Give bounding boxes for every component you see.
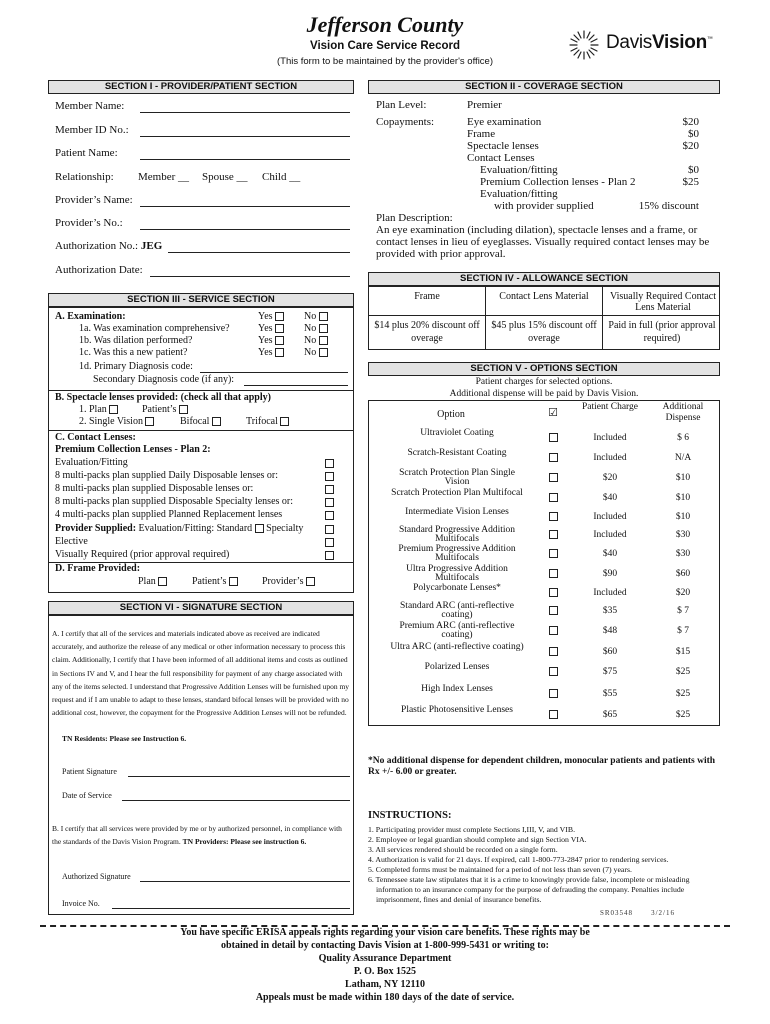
checkbox[interactable] — [549, 569, 558, 578]
checkbox[interactable] — [549, 512, 558, 521]
option-name: Plastic Photosensitive Lenses — [401, 705, 513, 715]
option-row — [369, 526, 721, 546]
section-4-header: SECTION IV - ALLOWANCE SECTION — [368, 272, 720, 286]
option-patient-charge: $48 — [602, 626, 618, 636]
checkbox[interactable] — [306, 577, 315, 586]
patient-signature-label: Patient Signature — [62, 767, 117, 776]
option-additional-dispense: $25 — [675, 689, 691, 699]
certification-a: A. I certify that all of the services and materials indicated above as received are indicated accurately, and authorize the release of any medical or other information necessary to process this claim. Additionally, I certify that I have been informed of all additional items and costs as outlined in Sections IV and V, and I hear the full responsibility for payment of any charge associated with any of the items selected. I understand that Progressive Addition Lenses will be furnished upon my request and if I am unable to adapt to these lenses, standard bifocal lenses will be provided with no additional cost, however, the copayment for the Progressive Addition Lenses will not be refunded. — [52, 629, 350, 718]
option-row — [369, 663, 721, 683]
option-row — [369, 602, 721, 622]
option-row — [369, 685, 721, 705]
checkbox[interactable] — [549, 549, 558, 558]
primary-dx-field[interactable] — [200, 372, 348, 373]
secondary-dx-label: Secondary Diagnosis code (if any): — [93, 374, 235, 385]
option-patient-charge: Included — [593, 433, 627, 443]
option-name: Polarized Lenses — [424, 662, 490, 672]
allowance-header-vr: Visually Required Contact Lens Material — [609, 291, 717, 313]
copayments-label: Copayments: — [376, 116, 435, 128]
checkbox[interactable] — [275, 336, 284, 345]
provider-no-label: Provider’s No.: — [55, 217, 123, 229]
provider-name-label: Provider’s Name: — [55, 194, 133, 206]
copay-row: with provider supplied 15% discount — [494, 200, 699, 212]
allowance-header-frame: Frame — [414, 291, 440, 302]
option-name: Ultra Progressive Addition Multifocals — [406, 564, 508, 583]
instruction-item: 1. Participating provider must complete Sections I,III, V, and VIB. — [368, 825, 576, 834]
yes-label: Yes — [258, 311, 273, 322]
option-additional-dispense: N/A — [674, 453, 692, 463]
form-title: Jefferson County — [306, 12, 464, 37]
checkbox[interactable] — [549, 667, 558, 676]
member-name-field[interactable] — [140, 112, 350, 113]
copay-row: Contact Lenses — [467, 152, 535, 164]
auth-no-field[interactable] — [168, 252, 350, 253]
option-patient-charge: $55 — [602, 689, 618, 699]
invoice-no-field[interactable] — [112, 908, 350, 909]
checkbox[interactable] — [549, 588, 558, 597]
member-name-label: Member Name: — [55, 100, 125, 112]
exam-q3: 1c. Was this a new patient? — [79, 347, 188, 358]
instruction-item: 4. Authorization is valid for 21 days. If expired, call 1-800-773-2847 prior to rendering services. — [368, 855, 669, 864]
provider-supplied-label: Provider Supplied: — [55, 523, 137, 534]
option-patient-charge: Included — [593, 512, 627, 522]
options-intro-1: Patient charges for selected options. — [475, 377, 613, 387]
footer-line-5: Latham, NY 12110 — [345, 979, 425, 990]
checkbox[interactable] — [275, 324, 284, 333]
yes-label: Yes — [258, 335, 273, 346]
copay-row: Evaluation/fitting $0 — [480, 164, 699, 176]
allowance-table — [368, 286, 720, 350]
logo-tm: ™ — [706, 36, 713, 43]
option-additional-dispense: $ 7 — [677, 606, 689, 616]
cl-item: 8 multi-packs plan supplied Disposable lenses or: — [55, 483, 254, 494]
copay-row: Eye examination $20 — [467, 116, 699, 128]
d-patients-label: Patient’s — [192, 576, 227, 587]
visually-required-label: Visually Required (prior approval required) — [55, 549, 230, 560]
form-code: SR03548 — [600, 909, 634, 917]
instruction-item: 3. All services rendered should be recorded on a single form. — [368, 845, 558, 854]
option-patient-charge: $60 — [602, 647, 618, 657]
option-additional-dispense: $15 — [675, 647, 691, 657]
single-vision-label: 2. Single Vision — [79, 416, 143, 427]
relationship-spouse[interactable]: Spouse __ — [202, 171, 248, 183]
option-additional-dispense: $10 — [675, 512, 691, 522]
cl-item: Evaluation/Fitting — [55, 457, 128, 468]
logo-brand-2: Vision — [652, 32, 707, 53]
option-row — [369, 489, 721, 509]
auth-date-label: Authorization Date: — [55, 264, 143, 276]
checkbox[interactable] — [549, 647, 558, 656]
provider-name-field[interactable] — [140, 206, 350, 207]
checkbox[interactable] — [325, 459, 334, 468]
copay-row: Premium Collection lenses - Plan 2 $25 — [480, 176, 699, 188]
relationship-member[interactable]: Member __ — [138, 171, 190, 183]
option-patient-charge: $90 — [602, 569, 618, 579]
cl-item: 4 multi-packs plan supplied Planned Replacement lenses — [55, 509, 283, 520]
checkbox[interactable] — [145, 417, 154, 426]
cl-item: 8 multi-packs plan supplied Daily Disposable lenses or: — [55, 470, 279, 481]
options-table — [368, 400, 720, 726]
copay-row: Evaluation/fitting — [480, 188, 558, 200]
checkbox[interactable] — [325, 472, 334, 481]
section-5-header: SECTION V - OPTIONS SECTION — [368, 362, 720, 376]
plan-level-value: Premier — [467, 99, 502, 111]
yes-label: Yes — [258, 347, 273, 358]
instruction-item: 2. Employee or legal guardian should complete and sign Section VIA. — [368, 835, 587, 844]
option-name: Standard ARC (anti-reflective coating) — [400, 601, 514, 620]
checkbox[interactable] — [229, 577, 238, 586]
footer-line-4: P. O. Box 1525 — [353, 966, 417, 977]
checkbox[interactable] — [212, 417, 221, 426]
b-plan-label: 1. Plan — [79, 404, 107, 415]
section-3-header: SECTION III - SERVICE SECTION — [48, 293, 354, 307]
col-patient-charge: Patient Charge — [581, 402, 639, 412]
member-id-label: Member ID No.: — [55, 124, 129, 136]
primary-dx-label: 1d. Primary Diagnosis code: — [79, 361, 193, 372]
elective-label: Elective — [55, 536, 88, 547]
bifocal-label: Bifocal — [180, 416, 210, 427]
options-footnote: *No additional dispense for dependent children, monocular patients and patients with Rx +/- 6.00 or greater. — [368, 756, 716, 777]
certification-b: B. I certify that all services were provided by me or by authorized personnel, in compliance with the standards of the Davis Vision Program. — [52, 824, 342, 846]
member-id-field[interactable] — [140, 136, 350, 137]
option-patient-charge: Included — [593, 588, 627, 598]
checkbox[interactable] — [549, 493, 558, 502]
spectacle-lenses-label: B. Spectacle lenses provided: (check all that apply) — [55, 392, 271, 403]
checkbox[interactable] — [325, 525, 334, 534]
checkbox[interactable] — [280, 417, 289, 426]
option-additional-dispense: $10 — [675, 473, 691, 483]
option-row — [369, 469, 721, 489]
b-patients-label: Patient’s — [142, 404, 177, 415]
allowance-vr: Paid in full (prior approval required) — [608, 320, 716, 344]
tn-providers: TN Providers: Please see instruction 6. — [182, 837, 307, 846]
checkbox[interactable] — [255, 524, 264, 533]
provider-supplied-text: Evaluation/Fitting: Standard — [138, 523, 253, 534]
section-2-header: SECTION II - COVERAGE SECTION — [368, 80, 720, 94]
checkbox[interactable] — [325, 551, 334, 560]
option-additional-dispense: $ 6 — [677, 433, 689, 443]
premium-collection-label: Premium Collection Lenses - Plan 2: — [55, 444, 211, 455]
no-label: No — [304, 347, 317, 358]
auth-no-value: JEG — [140, 240, 163, 252]
checkbox[interactable] — [325, 498, 334, 507]
exam-q1: 1a. Was examination comprehensive? — [79, 323, 230, 334]
option-patient-charge: Included — [593, 453, 627, 463]
copay-list — [467, 116, 699, 212]
provider-no-field[interactable] — [140, 229, 350, 230]
secondary-dx-field[interactable] — [244, 385, 348, 386]
checkbox[interactable] — [325, 538, 334, 547]
option-name: Ultraviolet Coating — [420, 428, 494, 438]
auth-date-field[interactable] — [150, 276, 350, 277]
options-intro-2: Additional dispense will be paid by Davis Vision. — [449, 389, 639, 399]
col-additional-dispense: Additional Dispense — [662, 402, 704, 423]
date-of-service-label: Date of Service — [62, 791, 112, 800]
checkbox[interactable] — [319, 312, 328, 321]
checkbox[interactable] — [325, 485, 334, 494]
yes-label: Yes — [258, 323, 273, 334]
checkbox[interactable] — [549, 606, 558, 615]
davisvision-logo — [566, 28, 736, 62]
col-option: Option — [437, 409, 465, 420]
option-row — [369, 565, 721, 585]
checkbox[interactable] — [109, 405, 118, 414]
option-additional-dispense: $60 — [675, 569, 691, 579]
option-name: High Index Lenses — [421, 684, 493, 694]
checkbox[interactable] — [319, 336, 328, 345]
option-additional-dispense: $20 — [675, 588, 691, 598]
cl-item: 8 multi-packs plan supplied Disposable Specialty lenses or: — [55, 496, 294, 507]
instruction-item: 5. Completed forms must be maintained for a period of not less than seven (7) years. — [368, 865, 632, 874]
option-name: Standard Progressive Addition Multifocals — [398, 525, 516, 544]
option-name: Premium ARC (anti-reflective coating) — [399, 621, 515, 640]
section-1-header: SECTION I - PROVIDER/PATIENT SECTION — [48, 80, 354, 94]
option-patient-charge: $40 — [602, 493, 618, 503]
form-note: (This form to be maintained by the provider's office) — [276, 56, 493, 67]
allowance-cl: $45 plus 15% discount off overage — [491, 320, 597, 344]
option-name: Scratch-Resistant Coating — [407, 448, 507, 458]
option-patient-charge: $65 — [602, 710, 618, 720]
option-additional-dispense: $25 — [675, 710, 691, 720]
footer-line-6: Appeals must be made within 180 days of the date of service. — [255, 992, 515, 1003]
instruction-item: 6. Tennessee state law stipulates that it is a crime to knowingly provide false, incomplete or misleading information to an insurance company for the purpose of defrauding the company. Penalties include imprisonment, fines and denial of insurance benefits. — [368, 875, 690, 904]
checkbox[interactable] — [549, 530, 558, 539]
relationship-child[interactable]: Child __ — [262, 171, 301, 183]
option-additional-dispense: $30 — [675, 530, 691, 540]
option-name: Scratch Protection Plan Single Vision — [399, 468, 515, 487]
checkbox[interactable] — [549, 453, 558, 462]
allowance-frame: $14 plus 20% discount off overage — [374, 320, 480, 344]
instructions-title: INSTRUCTIONS: — [368, 810, 452, 821]
option-name: Intermediate Vision Lenses — [405, 507, 509, 517]
option-additional-dispense: $30 — [675, 549, 691, 559]
frame-provided-label: D. Frame Provided: — [55, 563, 141, 574]
checkbox[interactable] — [158, 577, 167, 586]
footer-line-3: Quality Assurance Department — [318, 953, 452, 964]
option-row — [369, 429, 721, 449]
option-patient-charge: $40 — [602, 549, 618, 559]
contact-lenses-label: C. Contact Lenses: — [55, 432, 136, 443]
option-patient-charge: Included — [593, 530, 627, 540]
authorized-signature-label: Authorized Signature — [62, 872, 131, 881]
option-patient-charge: $20 — [602, 473, 618, 483]
option-name: Scratch Protection Plan Multifocal — [391, 488, 523, 498]
option-additional-dispense: $10 — [675, 493, 691, 503]
checkbox[interactable] — [179, 405, 188, 414]
no-label: No — [304, 335, 317, 346]
date-of-service-field[interactable] — [122, 800, 350, 801]
option-additional-dispense: $25 — [675, 667, 691, 677]
allowance-header-cl: Contact Lens Material — [499, 291, 589, 302]
checkbox[interactable] — [549, 626, 558, 635]
option-row — [369, 643, 721, 663]
checkbox[interactable] — [549, 433, 558, 442]
tn-residents: TN Residents: Please see Instruction 6. — [62, 734, 187, 743]
patient-signature-field[interactable] — [128, 776, 350, 777]
checkbox[interactable] — [549, 710, 558, 719]
no-label: No — [304, 311, 317, 322]
checkbox[interactable] — [319, 324, 328, 333]
plan-description: An eye examination (including dilation), spectacle lenses and a frame, or contact lenses in lieu of eyeglasses. Visually required contact lenses may be provided with prior approval. — [376, 224, 710, 260]
option-name: Ultra ARC (anti-reflective coating) — [390, 642, 524, 652]
no-label: No — [304, 323, 317, 334]
footer-line-1: You have specific ERISA appeals rights regarding your vision care benefits. These rights may be — [180, 927, 590, 938]
option-patient-charge: $35 — [602, 606, 618, 616]
section-6-header: SECTION VI - SIGNATURE SECTION — [48, 601, 354, 615]
instructions-list — [368, 825, 720, 905]
option-additional-dispense: $ 7 — [677, 626, 689, 636]
copay-row: Spectacle lenses $20 — [467, 140, 699, 152]
option-row — [369, 622, 721, 642]
form-date: 3/2/16 — [651, 909, 675, 917]
option-row — [369, 706, 721, 726]
exam-q2: 1b. Was dilation performed? — [79, 335, 193, 346]
option-name: Premium Progressive Addition Multifocals — [398, 544, 516, 563]
checkbox[interactable] — [275, 348, 284, 357]
checkbox[interactable] — [549, 473, 558, 482]
checkbox[interactable] — [319, 348, 328, 357]
plan-description-label: Plan Description: — [376, 212, 453, 224]
logo-brand: Davis — [606, 32, 653, 53]
copay-row: Frame $0 — [467, 128, 699, 140]
patient-name-label: Patient Name: — [55, 147, 118, 159]
checkbox[interactable] — [549, 689, 558, 698]
examination-label: A. Examination: — [55, 311, 126, 322]
checkbox[interactable] — [275, 312, 284, 321]
specialty-label: Specialty — [266, 523, 304, 534]
option-row — [369, 545, 721, 565]
form-subtitle: Vision Care Service Record — [310, 40, 460, 52]
auth-no-label: Authorization No.: — [55, 240, 139, 252]
plan-level-label: Plan Level: — [376, 99, 427, 111]
option-name: Polycarbonate Lenses* — [413, 583, 501, 593]
option-row — [369, 449, 721, 469]
patient-name-field[interactable] — [140, 159, 350, 160]
relationship-label: Relationship: — [55, 171, 114, 183]
trifocal-label: Trifocal — [246, 416, 278, 427]
col-check: ☑ — [548, 407, 558, 419]
checkbox[interactable] — [325, 511, 334, 520]
sunburst-icon — [566, 28, 602, 62]
invoice-no-label: Invoice No. — [62, 899, 100, 908]
footer-line-2: obtained in detail by contacting Davis Vision at 1-800-999-5431 or writing to: — [221, 940, 549, 951]
d-plan-label: Plan — [138, 576, 156, 587]
authorized-signature-field[interactable] — [140, 881, 350, 882]
option-patient-charge: $75 — [602, 667, 618, 677]
d-providers-label: Provider’s — [262, 576, 304, 587]
